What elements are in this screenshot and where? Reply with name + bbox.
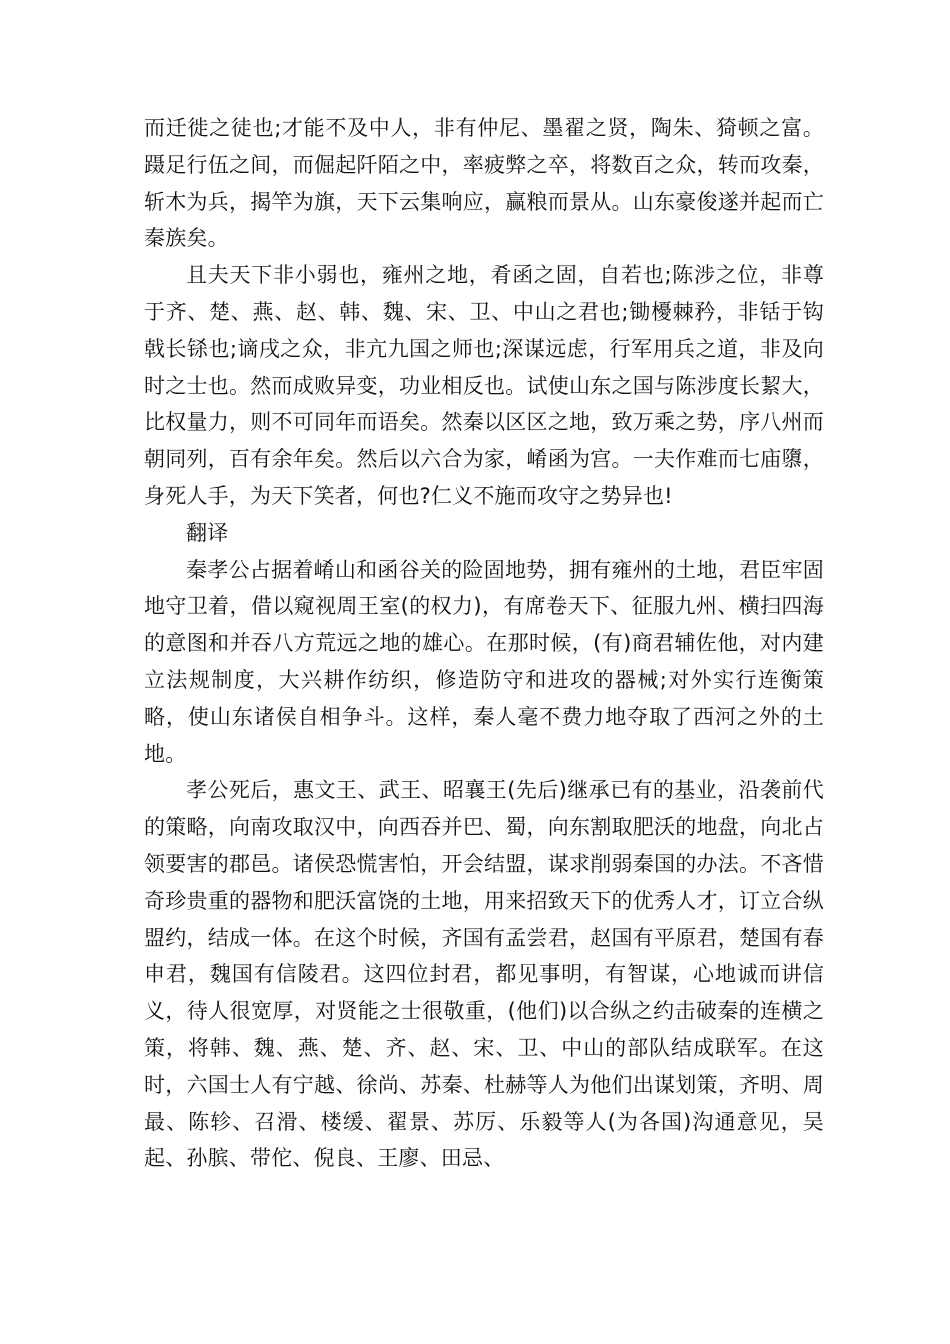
document-page [144, 110, 824, 1177]
translation-paragraph-2: 孝公死后，惠文王、武王、昭襄王(先后)继承已有的基业，沿袭前代的策略，向南攻取汉中，向西吞并巴、蜀，向东割取肥沃的地盘，向北占领要害的郡邑。诸侯恐慌害怕，开会结盟，谋求削弱秦国的办法。不吝惜奇珍贵重的器物和肥沃富饶的土地，用来招致天下的优秀人才，订立合纵盟约，结成一体。在这个时候，齐国有孟尝君，赵国有平原君，楚国有春申君，魏国有信陵君。这四位封君，都见事明，有智谋，心地诚而讲信义，待人很宽厚，对贤能之士很敬重，(他们)以合纵之约击破秦的连横之策，将韩、魏、燕、楚、齐、赵、宋、卫、中山的部队结成联军。在这时，六国士人有宁越、徐尚、苏秦、杜赫等人为他们出谋划策，齐明、周最、陈轸、召滑、楼缓、翟景、苏厉、乐毅等人(为各国)沟通意见，吴起、孙膑、带佗、倪良、王廖、田忌、 [144, 778, 824, 1171]
paragraph-continuation: 而迁徙之徒也;才能不及中人，非有仲尼、墨翟之贤，陶朱、猗顿之富。蹑足行伍之间，而倔起阡陌之中，率疲弊之卒，将数百之众，转而攻秦，斩木为兵，揭竿为旗，天下云集响应，赢粮而景从。山东豪俊遂并起而亡秦族矣。 [144, 116, 824, 251]
translation-paragraph-1: 秦孝公占据着崤山和函谷关的险固地势，拥有雍州的土地，君臣牢固地守卫着，借以窥视周王室(的权力)，有席卷天下、征服九州、横扫四海的意图和并吞八方荒远之地的雄心。在那时候，(有)商君辅佐他，对内建立法规制度，大兴耕作纺织，修造防守和进攻的器械;对外实行连衡策略，使山东诸侯自相争斗。这样，秦人毫不费力地夺取了西河之外的土地。 [144, 557, 824, 766]
paragraph-conclusion: 且夫天下非小弱也，雍州之地，肴函之固，自若也;陈涉之位，非尊于齐、楚、燕、赵、韩、魏、宋、卫、中山之君也;锄櫌棘矜，非铦于钩戟长铩也;谪戌之众，非亢九国之师也;深谋远虑，行军用兵之道，非及向时之士也。然而成败异变，功业相反也。试使山东之国与陈涉度长絜大，比权量力，则不可同年而语矣。然秦以区区之地，致万乘之势，序八州而朝同列，百有余年矣。然后以六合为家，崤函为宫。一夫作难而七庙隳，身死人手，为天下笑者，何也?仁义不施而攻守之势异也! [144, 263, 824, 508]
translation-heading: 翻译 [186, 520, 229, 545]
